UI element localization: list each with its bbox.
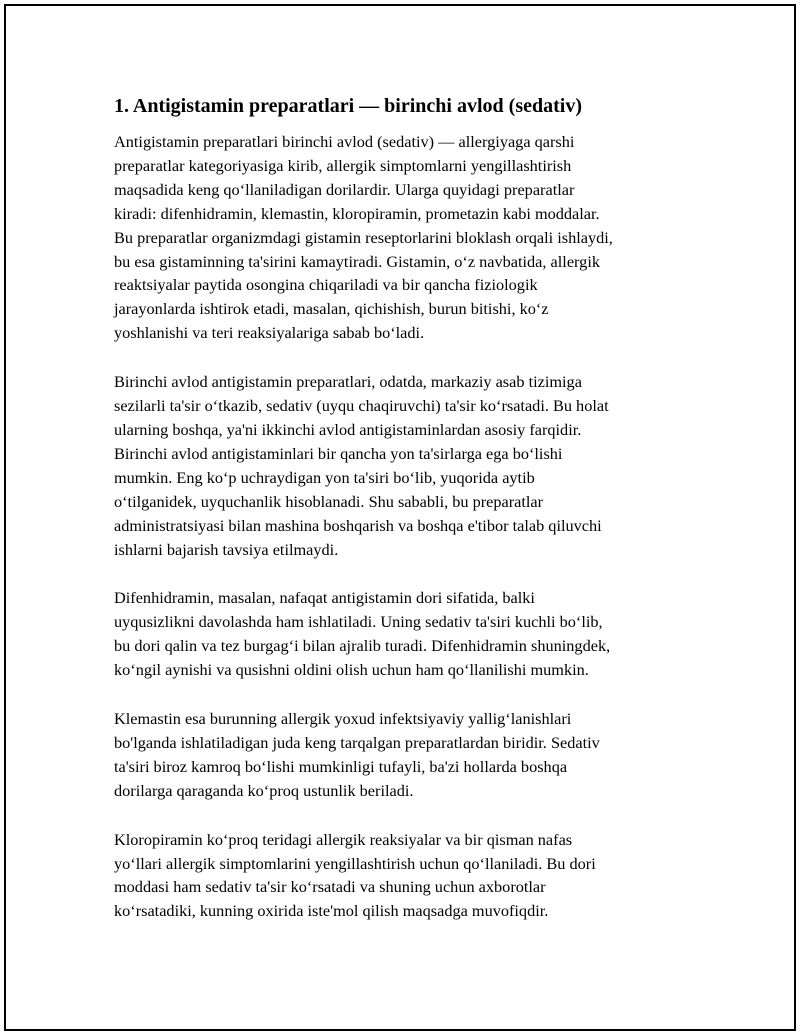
paragraph-3: [114, 586, 684, 682]
text-line: preparatlar kategoriyasiga kirib, allergik simptomlarni yengillashtirish: [114, 155, 572, 175]
paragraph-1: [114, 130, 684, 345]
text-line: uyqusizlikni davolashda ham ishlatiladi. Uning sedativ ta'siri kuchli bo‘lib,: [114, 612, 603, 632]
text-line: ishlarni bajarish tavsiya etilmaydi.: [114, 539, 339, 559]
text-line: Difenhidramin, masalan, nafaqat antigistamin dori sifatida, balki: [114, 588, 535, 608]
paragraph-4: [114, 707, 684, 803]
text-line: o‘tilganidek, uyquchanlik hisoblanadi. Shu sababli, bu preparatlar: [114, 491, 544, 511]
text-line: yoshlanishi va teri reaksiyalariga sabab bo‘ladi.: [114, 323, 425, 343]
text-line: moddasi ham sedativ ta'sir ko‘rsatadi va shuning uchun axborotlar: [114, 877, 546, 897]
text-line: bu esa gistaminning ta'sirini kamaytiradi. Gistamin, o‘z navbatida, allergik: [114, 251, 600, 271]
text-line: bo'lganda ishlatiladigan juda keng tarqalgan preparatlardan biridir. Sedativ: [114, 732, 600, 752]
text-line: mumkin. Eng ko‘p uchraydigan yon ta'siri bo‘lib, yuqorida aytib: [114, 467, 535, 487]
text-line: ko‘rsatadiki, kunning oxirida iste'mol qilish maqsadga muvofiqdir.: [114, 901, 549, 921]
text-line: Birinchi avlod antigistamin preparatlari, odatda, markaziy asab tizimiga: [114, 372, 582, 392]
text-line: Kloropiramin ko‘proq teridagi allergik reaksiyalar va bir qisman nafas: [114, 829, 573, 849]
section-heading: 1. Antigistamin preparatlari — birinchi avlod (sedativ): [114, 95, 582, 117]
text-line: Antigistamin preparatlari birinchi avlod (sedativ) — allergiyaga qarshi: [114, 132, 575, 151]
text-line: dorilarga qaraganda ko‘proq ustunlik beriladi.: [114, 780, 414, 800]
text-line: ta'siri biroz kamroq bo‘lishi mumkinligi tufayli, ba'zi hollarda boshqa: [114, 756, 568, 776]
text-line: ularning boshqa, ya'ni ikkinchi avlod antigistaminlardan asosiy farqidir.: [114, 419, 582, 439]
text-line: sezilarli ta'sir o‘tkazib, sedativ (uyqu chaqiruvchi) ta'sir ko‘rsatadi. Bu holat: [114, 396, 609, 416]
text-line: administratsiyasi bilan mashina boshqarish va boshqa e'tibor talab qiluvchi: [114, 515, 602, 535]
text-line: Klemastin esa burunning allergik yoxud infektsiyaviy yallig‘lanishlari: [114, 709, 572, 729]
text-line: maqsadida keng qo‘llaniladigan dorilardir. Ularga quyidagi preparatlar: [114, 179, 575, 199]
text-line: Bu preparatlar organizmdagi gistamin reseptorlarini bloklash orqali ishlaydi,: [114, 227, 613, 247]
text-line: ko‘ngil aynishi va qusishni oldini olish uchun ham qo‘llanilishi mumkin.: [114, 660, 589, 680]
document-body: [114, 94, 684, 948]
text-line: jarayonlarda ishtirok etadi, masalan, qichishish, burun bitishi, ko‘z: [114, 299, 549, 319]
text-line: Birinchi avlod antigistaminlari bir qancha yon ta'sirlarga ega bo‘lishi: [114, 443, 563, 463]
text-line: bu dori qalin va tez burgag‘i bilan ajralib turadi. Difenhidramin shuningdek,: [114, 636, 611, 656]
text-line: reaktsiyalar paytida osongina chiqariladi va bir qancha fiziologik: [114, 275, 538, 295]
paragraph-5: [114, 828, 684, 924]
text-line: yo‘llari allergik simptomlarini yengillashtirish uchun qo‘llaniladi. Bu dori: [114, 853, 596, 873]
paragraph-2: [114, 370, 684, 561]
text-line: kiradi: difenhidramin, klemastin, kloropiramin, prometazin kabi moddalar.: [114, 203, 600, 223]
